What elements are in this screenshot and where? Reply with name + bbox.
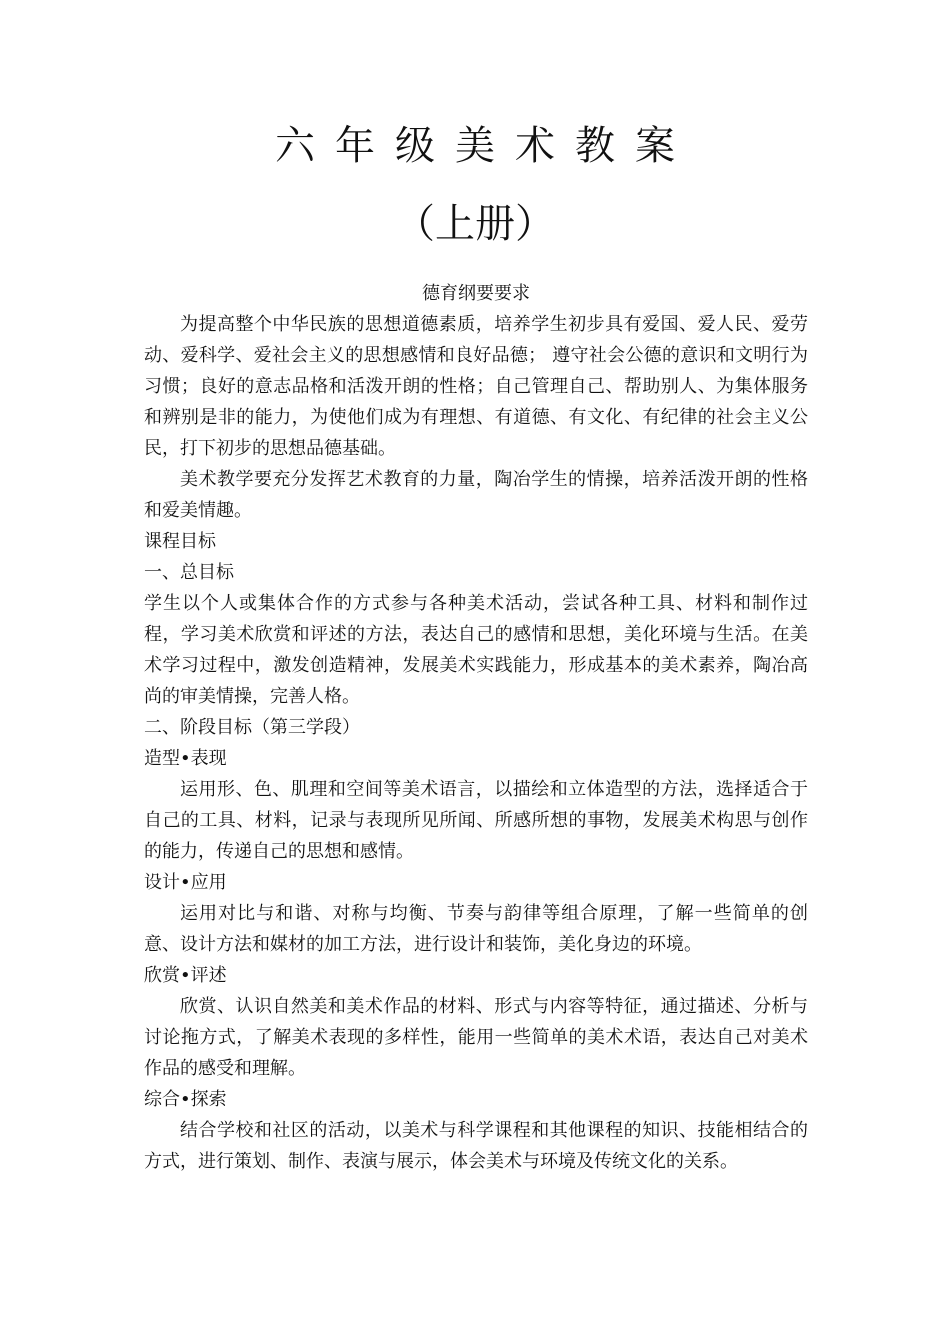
stage-heading-design: 设计•应用 (144, 872, 227, 893)
stage-text-integration: 结合学校和社区的活动，以美术与科学课程和其他课程的知识、技能相结合的方式，进行策划、制作、表演与展示，体会美术与环境及传统文化的关系。 (144, 1120, 808, 1172)
moral-paragraph-2: 美术教学要充分发挥艺术教育的力量，陶冶学生的情操，培养活泼开朗的性格和爱美情趣。 (144, 469, 808, 521)
stage-heading-modeling: 造型•表现 (144, 748, 227, 769)
overall-goal-heading: 一、总目标 (144, 562, 234, 583)
moral-section-heading: 德育纲要要求 (422, 283, 530, 304)
stage-text-design: 运用对比与和谐、对称与均衡、节奏与韵律等组合原理，了解一些简单的创意、设计方法和媒材的加工方法，进行设计和装饰，美化身边的环境。 (144, 903, 808, 955)
overall-goal-text: 学生以个人或集体合作的方式参与各种美术活动，尝试各种工具、材料和制作过程，学习美术欣赏和评述的方法，表达自己的感情和思想，美化环境与生活。在美术学习过程中，激发创造精神，发展美术实践能力，形成基本的美术素养，陶冶高尚的审美情操，完善人格。 (144, 593, 808, 707)
document-subtitle: （上册） (395, 201, 555, 247)
stage-text-appreciation: 欣赏、认识自然美和美术作品的材料、形式与内容等特征，通过描述、分析与讨论拖方式，了解美术表现的多样性，能用一些简单的美术术语，表达自己对美术作品的感受和理解。 (144, 996, 808, 1079)
stage-goal-heading: 二、阶段目标（第三学段） (144, 717, 360, 738)
stage-text-modeling: 运用形、色、肌理和空间等美术语言，以描绘和立体造型的方法，选择适合于自己的工具、材料，记录与表现所见所闻、所感所想的事物，发展美术构思与创作的能力，传递自己的思想和感情。 (144, 779, 808, 862)
goals-section-heading: 课程目标 (144, 531, 216, 552)
stage-heading-appreciation: 欣赏•评述 (144, 965, 227, 986)
stage-heading-integration: 综合•探索 (144, 1089, 227, 1110)
moral-paragraph-1: 为提高整个中华民族的思想道德素质，培养学生初步具有爱国、爱人民、爱劳动、爱科学、爱社会主义的思想感情和良好品德； 遵守社会公德的意识和文明行为习惯；良好的意志品格和活泼开朗的性格；自己管理自己、帮助别人、为集体服务和辨别是非的能力，为使他们成为有理想、有道德、有文化、有纪律的社会主义公民，打下初步的思想品德基础。 (144, 314, 808, 459)
document-title: 六年级美术教案 (275, 123, 695, 169)
document-body (144, 278, 808, 1177)
